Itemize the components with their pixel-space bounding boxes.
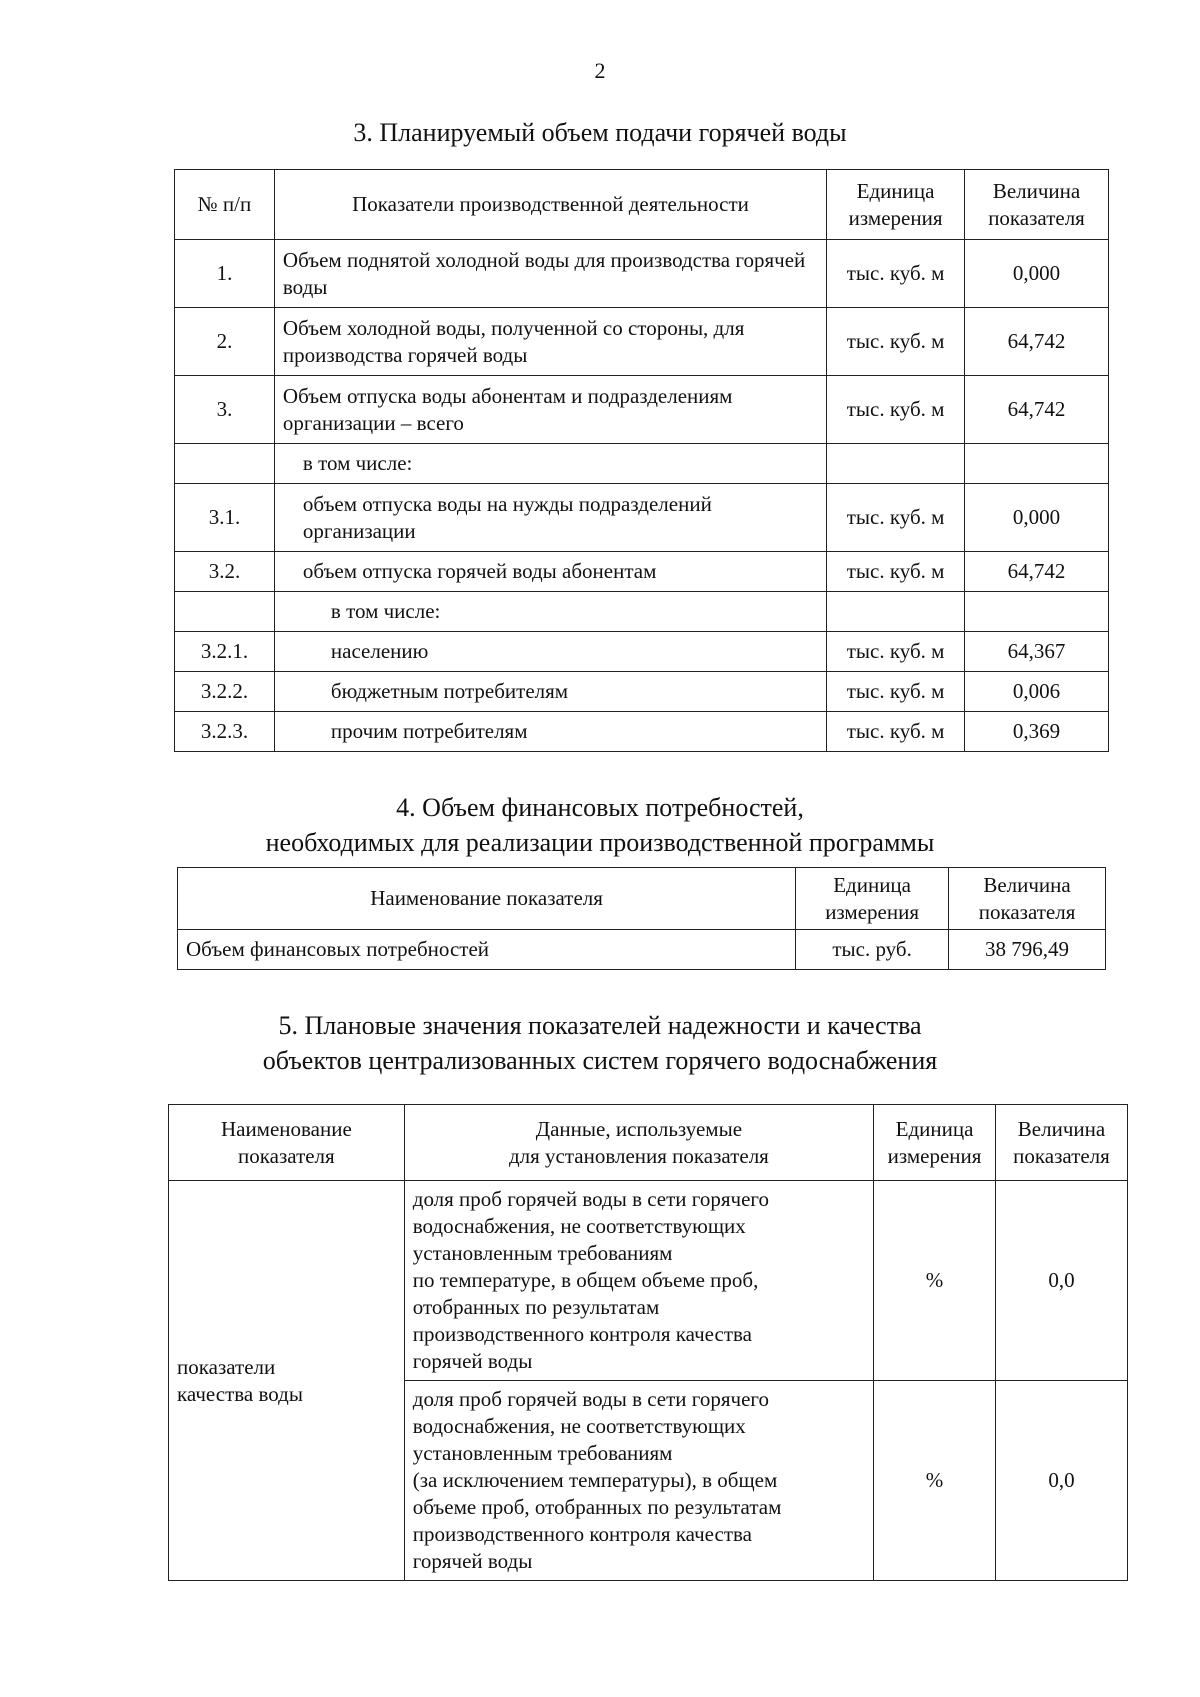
row-num: 1.	[175, 240, 275, 308]
row-data: доля проб горячей воды в сети горячего водоснабжения, не соответствующих установленным требованиям (за исключением температуры), в общем объеме проб, отобранных по результатам производственного контроля качества горячей воды	[404, 1381, 873, 1581]
row-unit: %	[874, 1381, 996, 1581]
row-value: 0,000	[965, 240, 1109, 308]
section5-title: 5. Плановые значения показателей надежности и качества объектов централизованных систем горячего водоснабжения	[262, 1011, 938, 1075]
hot-water-supply-table	[174, 169, 1109, 752]
row-name: населению	[274, 632, 826, 672]
header-value: Величина показателя	[965, 170, 1109, 240]
row-unit: тыс. куб. м	[827, 308, 965, 376]
row-unit: тыс. руб.	[796, 930, 949, 970]
row-value: 0,0	[996, 1181, 1128, 1381]
group-name: показатели качества воды	[169, 1181, 405, 1581]
row-num: 2.	[175, 308, 275, 376]
row-value: 0,000	[965, 484, 1109, 552]
row-unit: тыс. куб. м	[827, 712, 965, 752]
table-header-row	[178, 868, 1106, 930]
header-data: Данные, используемые для установления показателя	[404, 1105, 873, 1181]
row-data: доля проб горячей воды в сети горячего водоснабжения, не соответствующих установленным требованиям по температуре, в общем объеме проб, отобранных по результатам производственного контроля качества горячей воды	[404, 1181, 873, 1381]
row-num: 3.1.	[175, 484, 275, 552]
row-value: 0,0	[996, 1381, 1128, 1581]
section4-title: 4. Объем финансовых потребностей, необходимых для реализации производственной программы	[265, 793, 935, 857]
row-unit: тыс. куб. м	[827, 672, 965, 712]
header-indicator: Показатели производственной деятельности	[274, 170, 826, 240]
header-unit: Единица измерения	[827, 170, 965, 240]
row-unit: тыс. куб. м	[827, 484, 965, 552]
row-unit: тыс. куб. м	[827, 552, 965, 592]
header-unit: Единица измерения	[874, 1105, 996, 1181]
header-unit: Единица измерения	[796, 868, 949, 930]
table-row	[175, 444, 1109, 484]
table-row	[175, 552, 1109, 592]
row-value	[965, 444, 1109, 484]
row-num: 3.2.2.	[175, 672, 275, 712]
table-row	[175, 632, 1109, 672]
row-unit: тыс. куб. м	[827, 240, 965, 308]
row-value	[965, 592, 1109, 632]
row-name: Объем отпуска воды абонентам и подразделениям организации – всего	[274, 376, 826, 444]
row-name: Объем холодной воды, полученной со стороны, для производства горячей воды	[274, 308, 826, 376]
row-value: 64,367	[965, 632, 1109, 672]
row-name: бюджетным потребителям	[274, 672, 826, 712]
section3-title: 3. Планируемый объем подачи горячей воды	[353, 118, 847, 147]
row-unit: %	[874, 1181, 996, 1381]
table-header-row	[169, 1105, 1128, 1181]
table-header-row	[175, 170, 1109, 240]
row-value: 0,006	[965, 672, 1109, 712]
financial-needs-table	[177, 867, 1106, 970]
row-unit: тыс. куб. м	[827, 632, 965, 672]
table-row	[175, 712, 1109, 752]
row-value: 38 796,49	[949, 930, 1106, 970]
row-num: 3.2.1.	[175, 632, 275, 672]
row-value: 0,369	[965, 712, 1109, 752]
row-unit: тыс. куб. м	[827, 376, 965, 444]
row-value: 64,742	[965, 308, 1109, 376]
header-name: Наименование показателя	[178, 868, 796, 930]
row-name: Объем финансовых потребностей	[178, 930, 796, 970]
page-number: 2	[594, 58, 606, 83]
table-row	[175, 376, 1109, 444]
row-num: 3.2.3.	[175, 712, 275, 752]
row-num: 3.2.	[175, 552, 275, 592]
table-row	[175, 240, 1109, 308]
row-name: объем отпуска воды на нужды подразделений организации	[274, 484, 826, 552]
row-num	[175, 592, 275, 632]
header-num: № п/п	[175, 170, 275, 240]
row-name: в том числе:	[274, 444, 826, 484]
row-name: прочим потребителям	[274, 712, 826, 752]
row-name: объем отпуска горячей воды абонентам	[274, 552, 826, 592]
row-value: 64,742	[965, 376, 1109, 444]
row-name: в том числе:	[274, 592, 826, 632]
table-row	[175, 592, 1109, 632]
table-row	[175, 308, 1109, 376]
row-unit	[827, 444, 965, 484]
table-row	[175, 484, 1109, 552]
row-value: 64,742	[965, 552, 1109, 592]
row-name: Объем поднятой холодной воды для производства горячей воды	[274, 240, 826, 308]
row-num	[175, 444, 275, 484]
row-unit	[827, 592, 965, 632]
header-value: Величина показателя	[949, 868, 1106, 930]
header-name: Наименование показателя	[169, 1105, 405, 1181]
quality-indicators-table	[168, 1104, 1128, 1581]
table-row	[169, 1181, 1128, 1381]
table-row	[178, 930, 1106, 970]
table-row	[175, 672, 1109, 712]
row-num: 3.	[175, 376, 275, 444]
header-value: Величина показателя	[996, 1105, 1128, 1181]
